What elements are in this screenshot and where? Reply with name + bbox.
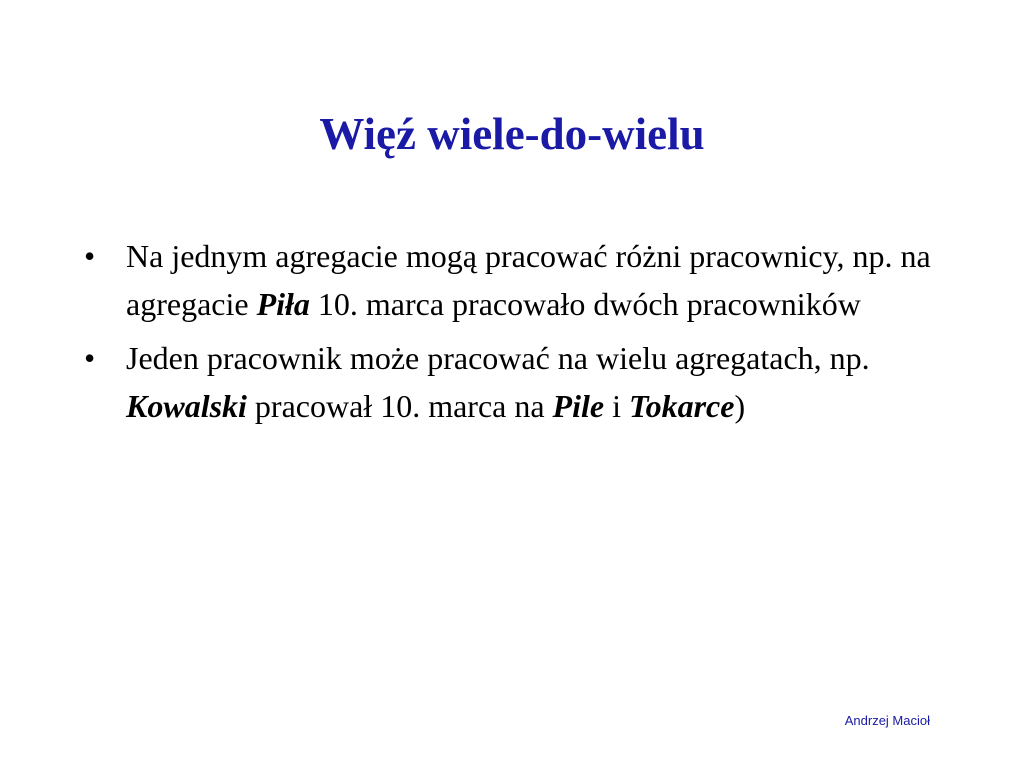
- bullet-text: [126, 340, 870, 424]
- slide-title: Więź wiele-do-wielu: [319, 109, 705, 159]
- bullet-text-segment: Na jednym agregacie mogą pracować różni pracownicy, np. na agregacie: [126, 238, 931, 322]
- bullet-text-segment: ): [734, 388, 746, 424]
- footer-author: Andrzej Macioł: [844, 713, 930, 728]
- bullet-text-segment: i: [604, 388, 629, 424]
- bullet-icon: •: [84, 238, 96, 274]
- bullet-list: [84, 232, 944, 436]
- emphasis-term-pile: Pile: [552, 388, 605, 424]
- bullet-item: [84, 334, 944, 430]
- bullet-text: [126, 238, 931, 322]
- emphasis-term-pila: Piła: [256, 286, 310, 322]
- emphasis-term-tokarce: Tokarce: [628, 388, 735, 424]
- bullet-item: [84, 232, 944, 328]
- bullet-text-segment: Jeden pracownik może pracować na wielu agregatach, np.: [126, 340, 870, 376]
- bullet-icon: •: [84, 340, 96, 376]
- emphasis-term-kowalski: Kowalski: [126, 388, 247, 424]
- bullet-text-segment: 10. marca pracowało dwóch pracowników: [309, 286, 861, 322]
- bullet-text-segment: pracował 10. marca na: [246, 388, 553, 424]
